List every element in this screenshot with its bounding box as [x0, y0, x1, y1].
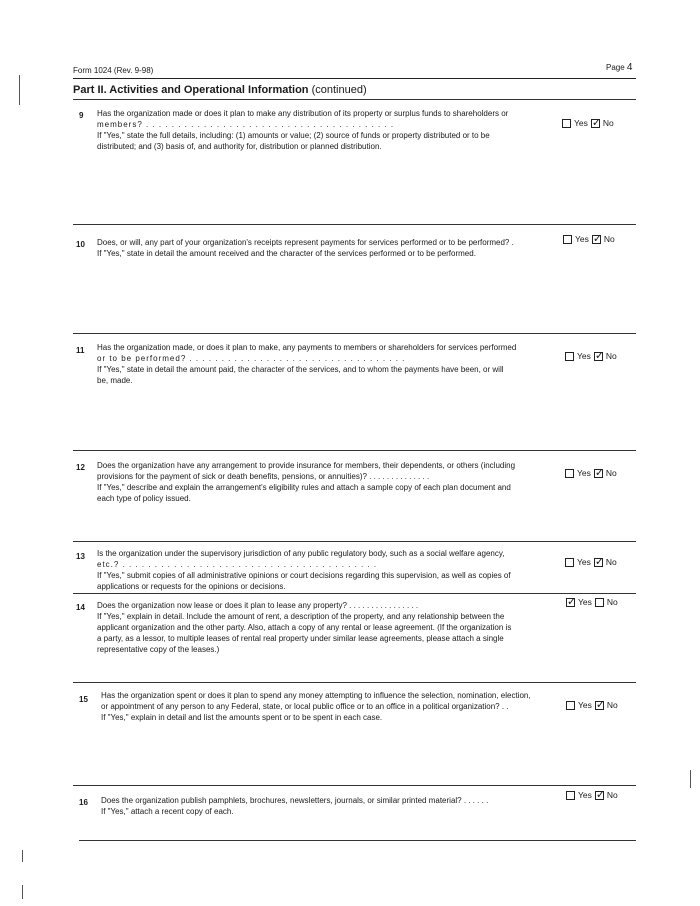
- yes-checkbox[interactable]: [563, 235, 572, 244]
- header-rule: [73, 78, 636, 79]
- question-line: If "Yes," state in detail the amount received and the character of the services performed or to be performed.: [97, 249, 476, 258]
- question-line: members? . . . . . . . . . . . . . . . . . . . . . . . . . . . . . . . . . . . . . . .: [97, 120, 395, 129]
- question-9-answer: [562, 118, 614, 128]
- question-number: 13: [76, 552, 85, 561]
- no-checkbox[interactable]: [594, 352, 603, 361]
- question-11-text: [97, 342, 557, 386]
- question-line: If "Yes," attach a recent copy of each.: [101, 807, 234, 816]
- question-line: Does, or will, any part of your organization's receipts represent payments for services performed or to be performed? .: [97, 238, 514, 247]
- no-checkbox[interactable]: [591, 119, 600, 128]
- question-12-text: [97, 460, 557, 504]
- question-line: or to be performed? . . . . . . . . . . . . . . . . . . . . . . . . . . . . . . . . . .: [97, 354, 406, 363]
- no-label: No: [605, 557, 617, 567]
- question-number: 16: [79, 798, 88, 807]
- section-rule: [73, 541, 636, 542]
- no-label: No: [606, 597, 618, 607]
- question-line: If "Yes," explain in detail. Include the amount of rent, a description of the property, and any relationship between the: [97, 612, 505, 621]
- question-10-text: [97, 237, 562, 259]
- yes-label: Yes: [577, 351, 591, 361]
- yes-label: Yes: [574, 118, 588, 128]
- question-line: If "Yes," submit copies of all administrative opinions or court decisions regarding this supervision, as well as copies of: [97, 571, 511, 580]
- section-rule: [73, 333, 636, 334]
- question-line: If "Yes," explain in detail and list the amounts spent or to be spent in each case.: [101, 713, 383, 722]
- yes-checkbox[interactable]: [566, 701, 575, 710]
- no-label: No: [606, 700, 618, 710]
- margin-mark: [22, 850, 23, 862]
- no-label: No: [603, 234, 615, 244]
- part-title-text: Part II. Activities and Operational Information: [73, 84, 309, 96]
- question-line: Has the organization made or does it plan to make any distribution of its property or surplus funds to shareholders or: [97, 109, 509, 118]
- question-line: distributed; and (3) basis of, and authority for, distribution or planned distribution.: [97, 142, 382, 151]
- question-number: 9: [79, 111, 84, 120]
- part-title-suffix: (continued): [311, 84, 367, 96]
- question-12-answer: [565, 468, 617, 478]
- margin-mark: [19, 75, 20, 105]
- form-name: Form 1024 (Rev. 9-98): [73, 66, 154, 75]
- no-label: No: [602, 118, 614, 128]
- question-15-answer: [566, 700, 618, 710]
- no-checkbox[interactable]: [595, 598, 604, 607]
- question-line: etc.? . . . . . . . . . . . . . . . . . . . . . . . . . . . . . . . . . . . . . . . .: [97, 560, 378, 569]
- yes-checkbox[interactable]: [565, 352, 574, 361]
- question-line: Does the organization publish pamphlets, brochures, newsletters, journals, or similar printed material? . . . . . .: [101, 796, 489, 805]
- part-title: [73, 84, 367, 96]
- section-rule: [73, 682, 636, 683]
- yes-checkbox[interactable]: [566, 791, 575, 800]
- question-13-answer: [565, 557, 617, 567]
- question-line: be, made.: [97, 376, 133, 385]
- question-line: provisions for the payment of sick or death benefits, pensions, or annuities)? . . . . . . . . . . . . . .: [97, 472, 430, 481]
- yes-checkbox[interactable]: [565, 469, 574, 478]
- question-number: 12: [76, 463, 85, 472]
- no-checkbox[interactable]: [594, 558, 603, 567]
- margin-mark: [22, 885, 23, 899]
- yes-label: Yes: [575, 234, 589, 244]
- question-14-text: [97, 600, 557, 655]
- question-line: or appointment of any person to any Federal, state, or local public office or to an office in a political organization? . .: [101, 702, 509, 711]
- question-13-text: [97, 548, 557, 592]
- no-checkbox[interactable]: [595, 791, 604, 800]
- section-rule: [73, 785, 636, 786]
- yes-checkbox[interactable]: [565, 558, 574, 567]
- question-number: 14: [76, 603, 85, 612]
- question-15-text: [101, 690, 563, 723]
- question-line: If "Yes," describe and explain the arrangement's eligibility rules and attach a sample copy of each plan document and: [97, 483, 511, 492]
- no-label: No: [605, 468, 617, 478]
- page-number: 4: [626, 62, 633, 73]
- question-line: each type of policy issued.: [97, 494, 191, 503]
- question-number: 11: [76, 346, 85, 355]
- no-label: No: [606, 790, 618, 800]
- question-number: 10: [76, 240, 85, 249]
- question-line: applications or requests for the opinions or decisions.: [97, 582, 286, 591]
- yes-label: Yes: [577, 557, 591, 567]
- yes-checkbox[interactable]: [562, 119, 571, 128]
- part-title-rule: [73, 99, 636, 100]
- yes-label: Yes: [578, 597, 592, 607]
- question-16-text: [101, 795, 563, 817]
- yes-label: Yes: [578, 700, 592, 710]
- section-rule: [73, 593, 636, 594]
- no-checkbox[interactable]: [595, 701, 604, 710]
- section-rule: [79, 840, 636, 841]
- section-rule: [73, 450, 636, 451]
- question-line: applicant organization and the other party. Also, attach a copy of any rental or lease agreement. (If the organization is: [97, 623, 512, 632]
- question-11-answer: [565, 351, 617, 361]
- question-line: Is the organization under the supervisory jurisdiction of any public regulatory body, such as a social welfare agency,: [97, 549, 505, 558]
- margin-mark: [690, 770, 691, 788]
- question-line: Has the organization spent or does it plan to spend any money attempting to influence the selection, nomination, election,: [101, 691, 531, 700]
- yes-label: Yes: [578, 790, 592, 800]
- section-rule: [73, 224, 636, 225]
- question-line: Does the organization have any arrangement to provide insurance for members, their dependents, or others (including: [97, 461, 516, 470]
- page-indicator: [606, 62, 632, 73]
- no-checkbox[interactable]: [594, 469, 603, 478]
- question-line: Does the organization now lease or does it plan to lease any property? . . . . . . . . . . . . . . . .: [97, 601, 419, 610]
- question-number: 15: [79, 695, 88, 704]
- question-line: representative copy of the leases.): [97, 645, 220, 654]
- yes-checkbox[interactable]: [566, 598, 575, 607]
- question-14-answer: [566, 597, 618, 607]
- page-label: Page: [606, 63, 625, 72]
- question-9-text: [97, 108, 557, 152]
- question-line: If "Yes," state the full details, including: (1) amounts or value; (2) source of funds or property distributed or to be: [97, 131, 490, 140]
- question-line: If "Yes," state in detail the amount paid, the character of the services, and to whom the payments have been, or will: [97, 365, 504, 374]
- question-line: Has the organization made, or does it plan to make, any payments to members or shareholders for services performed: [97, 343, 517, 352]
- no-label: No: [605, 351, 617, 361]
- question-line: a party, as a lessor, to multiple leases of rental real property under similar lease agreements, please attach a single: [97, 634, 504, 643]
- no-checkbox[interactable]: [592, 235, 601, 244]
- question-16-answer: [566, 790, 618, 800]
- yes-label: Yes: [577, 468, 591, 478]
- question-10-answer: [563, 234, 615, 244]
